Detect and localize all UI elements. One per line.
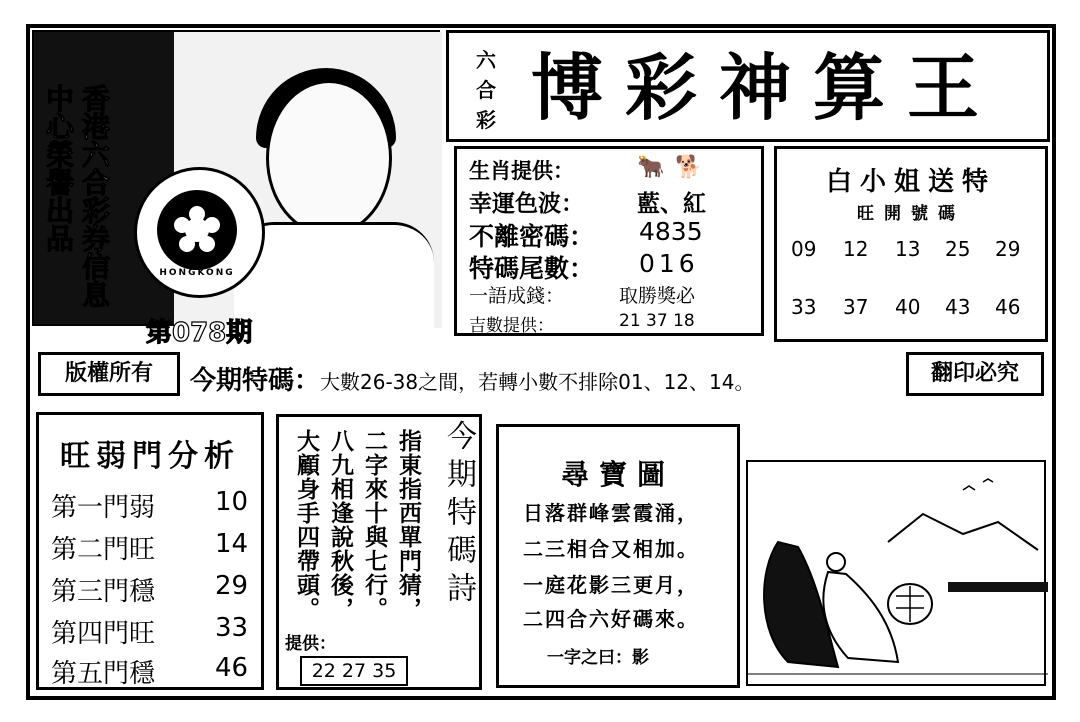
dog-icon: 🐕	[675, 155, 703, 180]
phrase-row	[469, 281, 696, 308]
special-code-label: 今期特碼：	[190, 366, 321, 396]
door-label: 第四門旺	[51, 619, 156, 649]
number: 37	[843, 295, 869, 319]
portrait-face	[266, 80, 392, 236]
photo-panel	[32, 30, 440, 348]
door-label: 第二門旺	[51, 535, 156, 565]
special-numbers-subtitle: 旺開號碼	[857, 204, 965, 224]
number: 33	[791, 295, 817, 319]
treasure-line: 二三相合又相加。	[523, 537, 699, 561]
special-code-value: 大數26-38之間，若轉小數不排除01、12、14。	[320, 370, 755, 394]
number: 09	[791, 237, 817, 261]
zodiac-row	[469, 155, 703, 185]
emblem-caption: HONGKONG	[159, 268, 235, 278]
special-numbers-box	[774, 146, 1048, 342]
no-reprint-label: 翻印必究	[906, 352, 1044, 396]
treasure-line: 日落群峰雲霞涌，	[523, 501, 699, 525]
provide-numbers: 22 27 35	[300, 656, 408, 686]
poem-column: 八九相逢說秋後，	[327, 429, 354, 621]
scene-illustration	[746, 460, 1046, 686]
issue-number: 第078期	[146, 318, 253, 348]
poem-column: 二字來十與七行。	[361, 429, 388, 621]
color-value: 藍、紅	[637, 191, 706, 217]
door-row	[51, 487, 155, 524]
door-analysis-box	[36, 412, 264, 690]
door-value: 29	[215, 571, 249, 601]
bauhinia-icon	[185, 218, 209, 242]
title-box	[446, 30, 1050, 142]
door-value: 46	[215, 653, 249, 683]
door-row	[51, 653, 155, 690]
number: 40	[895, 295, 921, 319]
door-value: 14	[215, 529, 249, 559]
door-label: 第五門穩	[51, 659, 156, 689]
number: 13	[895, 237, 921, 261]
poem-side-title: 今期特碼詩	[441, 420, 476, 610]
treasure-map-box	[496, 424, 740, 688]
door-label: 第三門穩	[51, 577, 156, 607]
number: 46	[995, 295, 1021, 319]
treasure-map-title: 尋寶圖	[560, 458, 675, 491]
door-analysis-title: 旺弱門分析	[60, 439, 240, 474]
hk-emblem-icon	[134, 167, 265, 298]
lucky-label: 吉數提供：	[469, 316, 554, 336]
info-box	[454, 146, 764, 336]
color-label: 幸運色波：	[469, 191, 584, 217]
lhc-char: 六	[476, 48, 496, 72]
number: 43	[945, 295, 971, 319]
ox-icon: 🐂	[637, 155, 665, 180]
number: 25	[945, 237, 971, 261]
phrase-value: 取勝獎必	[619, 285, 696, 307]
door-row	[51, 613, 155, 650]
lhc-label	[471, 45, 501, 135]
landscape-icon	[748, 462, 1048, 688]
number: 29	[995, 237, 1021, 261]
treasure-line: 二四合六好碼來。	[523, 607, 699, 631]
treasure-word: 一字之曰：影	[547, 648, 649, 668]
door-row	[51, 529, 155, 566]
tail-value: 016	[639, 249, 699, 278]
publisher-vertical-text: 香港六合彩券信息中心榮譽出品	[42, 84, 111, 308]
phrase-label: 一語成錢：	[469, 285, 565, 307]
door-row	[51, 571, 155, 608]
provide-label: 提供：	[285, 634, 336, 654]
number: 12	[843, 237, 869, 261]
lhc-char: 彩	[476, 108, 496, 132]
poem-column: 大顧身手四帶頭。	[293, 429, 320, 621]
door-value: 33	[215, 613, 249, 643]
emblem-core	[157, 190, 237, 270]
copyright-label: 版權所有	[38, 352, 180, 396]
secret-value: 4835	[639, 217, 703, 246]
special-code-line	[190, 360, 754, 397]
poem-column: 指東指西單門猜，	[395, 429, 422, 621]
lhc-char: 合	[476, 78, 496, 102]
tail-row	[469, 249, 699, 285]
secret-label: 不離密碼：	[469, 222, 595, 251]
treasure-line: 一庭花影三更月，	[523, 573, 699, 597]
door-label: 第一門弱	[51, 493, 156, 523]
color-row	[469, 185, 706, 218]
tail-label: 特碼尾數：	[469, 254, 595, 283]
secret-row	[469, 217, 703, 253]
lucky-value: 21 37 18	[619, 311, 695, 331]
zodiac-label: 生肖提供：	[469, 159, 574, 183]
door-value: 10	[215, 487, 249, 517]
main-title: 博彩神算王	[531, 45, 1002, 130]
lucky-row	[469, 311, 695, 336]
special-numbers-title: 白小姐送特	[825, 167, 996, 197]
